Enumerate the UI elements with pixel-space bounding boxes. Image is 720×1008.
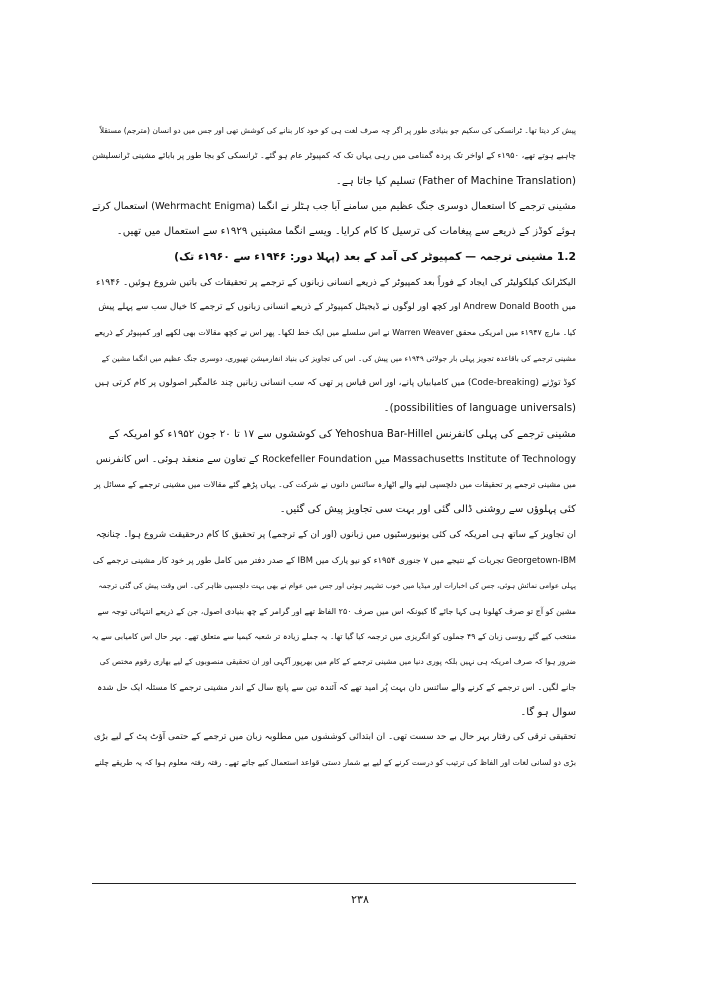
text-line: کیا۔ مارچ ۱۹۴۷ء میں امریکی محقق Warren Weaver نے اس سلسلے میں ایک خط لکھا۔ پھر اس نے کچھ مقالات بھی لکھے اور کمپیوٹر کے ذریعے: [94, 328, 576, 338]
paragraph-4: [92, 422, 576, 523]
text-line: ضرور ہوا کہ صرف امریکہ ہی نہیں بلکہ پوری دنیا میں مشینی ترجمے کے کام میں بھرپور آگہی اور ان تحقیقی منصوبوں کے لیے بھاری رقوم مختص کی: [99, 657, 576, 667]
text-line: Massachusetts Institute of Technology میں Rockefeller Foundation کے تعاون سے منعقد ہوئی۔ اس کانفرنس: [96, 453, 576, 465]
text-line: منتخب کیے گئے روسی زبان کے ۴۹ جملوں کو انگریزی میں ترجمہ کیا گیا تھا۔ یہ جملے زیادہ تر شعبہ کیمیا سے متعلق تھے۔ بہر حال اس کامیابی سے یہ: [92, 631, 576, 641]
text-line: ہوئے کوڈز کے ذریعے سے پیغامات کی ترسیل کا کام کرایا۔ ویسے انگما مشینیں ۱۹۲۹ء سے استعمال میں تھیں۔: [116, 226, 576, 238]
page-number: ۲۳۸: [351, 893, 369, 906]
section-heading: [92, 244, 576, 269]
footer-rule: [92, 883, 576, 884]
text-line: بڑی دو لسانی لغات اور الفاظ کی ترتیب کو درست کرنے کے لیے بے شمار دستی قواعد استعمال کیے جاتے تھے۔ رفتہ رفتہ معلوم ہوا کہ یہ طریقے چلنے: [94, 758, 576, 768]
text-line: پہلی عوامی نمائش ہوئی، جس کی اخبارات اور میڈیا میں خوب تشہیر ہوئی اور جس میں عوام نے بھی بہت دلچسپی ظاہر کی۔ اس وقت پیش کی گئی ترجمہ: [98, 581, 576, 591]
paragraph-2: [92, 194, 576, 245]
text-line: تحقیقی ترقی کی رفتار بہر حال بے حد سست تھی۔ ان ابتدائی کوششوں میں مطلوبہ زبان میں ترجمے کے حتمی آؤٹ پٹ کے لیے بڑی: [93, 732, 576, 743]
text-line: Georgetown-IBM تجربات کے نتیجے میں ۷ جنوری ۱۹۵۴ء کو نیو یارک میں IBM کے صدر دفتر میں کامل طور پر خود کار مشینی ترجمے کی: [92, 555, 576, 566]
text-line: جانے لگیں۔ اس ترجمے کے کرنے والے سائنس دان بہت پُر امید تھے کہ آئندہ تین سے پانچ سال کے اندر مشینی ترجمے کا مسئلہ ایک حل شدہ: [97, 681, 576, 692]
text-line: مشینی ترجمے کی پہلی کانفرنس Yehoshua Bar-Hillel کی کوششوں سے ۱۷ تا ۲۰ جون ۱۹۵۲ء کو امریکہ کے: [108, 428, 576, 440]
paragraph-3: [92, 270, 576, 422]
text-line: الیکٹرانک کیلکولیٹر کی ایجاد کے فوراً بعد کمپیوٹر کے ذریعے انسانی زبانوں کے ترجمے پر تحقیقات کی باتیں شروع ہوئیں۔ ۱۹۴۶ء: [96, 276, 576, 288]
page-body: [92, 118, 576, 776]
text-line: مشینی ترجمے کی باقاعدہ تجویز پہلی بار جولائی ۱۹۴۹ء میں پیش کی۔ اس کی تجاویز کی بنیاد انفارمیشن تھیوری، دوسری جنگ عظیم میں انگما مشین کے: [101, 353, 576, 363]
text-line: پیش کر دیتا تھا۔ ٹرانسکی کی سکیم جو بنیادی طور پر اگر چہ صرف لغت ہی کو خود کار بنانے کی کوشش تھی اور جس میں دو انسان (مترجم) مستقلاً: [99, 126, 576, 135]
text-line: میں مشینی ترجمے پر تحقیقات میں دلچسپی لینے والے اٹھارہ سائنس دانوں نے شرکت کی۔ یہاں پڑھے گئے مقالات میں مشینی ترجمے کے مسائل پر: [94, 480, 576, 490]
text-line: کئی پہلوؤں سے روشنی ڈالی گئی اور بہت سی تجاویز پیش کی گئیں۔: [279, 504, 576, 516]
text-line: (Father of Machine Translation) تسلیم کیا جاتا ہے۔: [335, 175, 576, 187]
text-line: ان تجاویز کے ساتھ ہی امریکہ کی کئی یونیورسٹیوں میں زبانوں (اور ان کے ترجمے) پر تحقیق کا کام درحقیقت شروع ہوا۔ چنانچہ: [95, 529, 576, 540]
text-line: (possibilities of language universals)۔: [383, 403, 576, 415]
paragraph-1: [92, 118, 576, 194]
text-line: کوڈ توڑنے (Code-breaking) میں کامیابیاں پانے، اور اس قیاس پر تھی کہ سب انسانی زبانیں چند عالمگیر اصولوں پر کام کرتی ہیں: [94, 377, 576, 388]
text-line: مشینی ترجمے کا استعمال دوسری جنگ عظیم میں سامنے آیا جب ہٹلر نے انگما (Wehrmacht Enigma) استعمال کرتے: [92, 200, 576, 212]
section-heading-text: 1.2 مشینی ترجمہ — کمپیوٹر کی آمد کے بعد (پہلا دور: ۱۹۴۶ء سے ۱۹۶۰ء تک): [174, 250, 576, 264]
text-line: چاہیے ہوتے تھے، ۱۹۵۰ء کے اواخر تک پردہ گمنامی میں رہی یہاں تک کہ کمپیوٹر عام ہو گئے۔ ٹرانسکی کو بجا طور پر بابائے مشینی ٹرانسلیشن: [92, 150, 576, 161]
paragraph-6: [92, 725, 576, 776]
text-line: میں Andrew Donald Booth اور کچھ اور لوگوں نے ڈیجیٹل کمپیوٹر کے ذریعے انسانی زبانوں کے ترجمے کا خیال سب سے پہلے پیش: [98, 302, 576, 313]
text-line: مشین کو آج تو صرف کھلونا ہی کہا جائے گا کیونکہ اس میں صرف ۲۵۰ الفاظ تھے اور گرامر کے چھ بنیادی اصول، جن کے ذریعے انتہائی توجہ سے: [97, 606, 576, 616]
text-line: سوال ہو گا۔: [520, 706, 576, 718]
paragraph-5: [92, 523, 576, 725]
